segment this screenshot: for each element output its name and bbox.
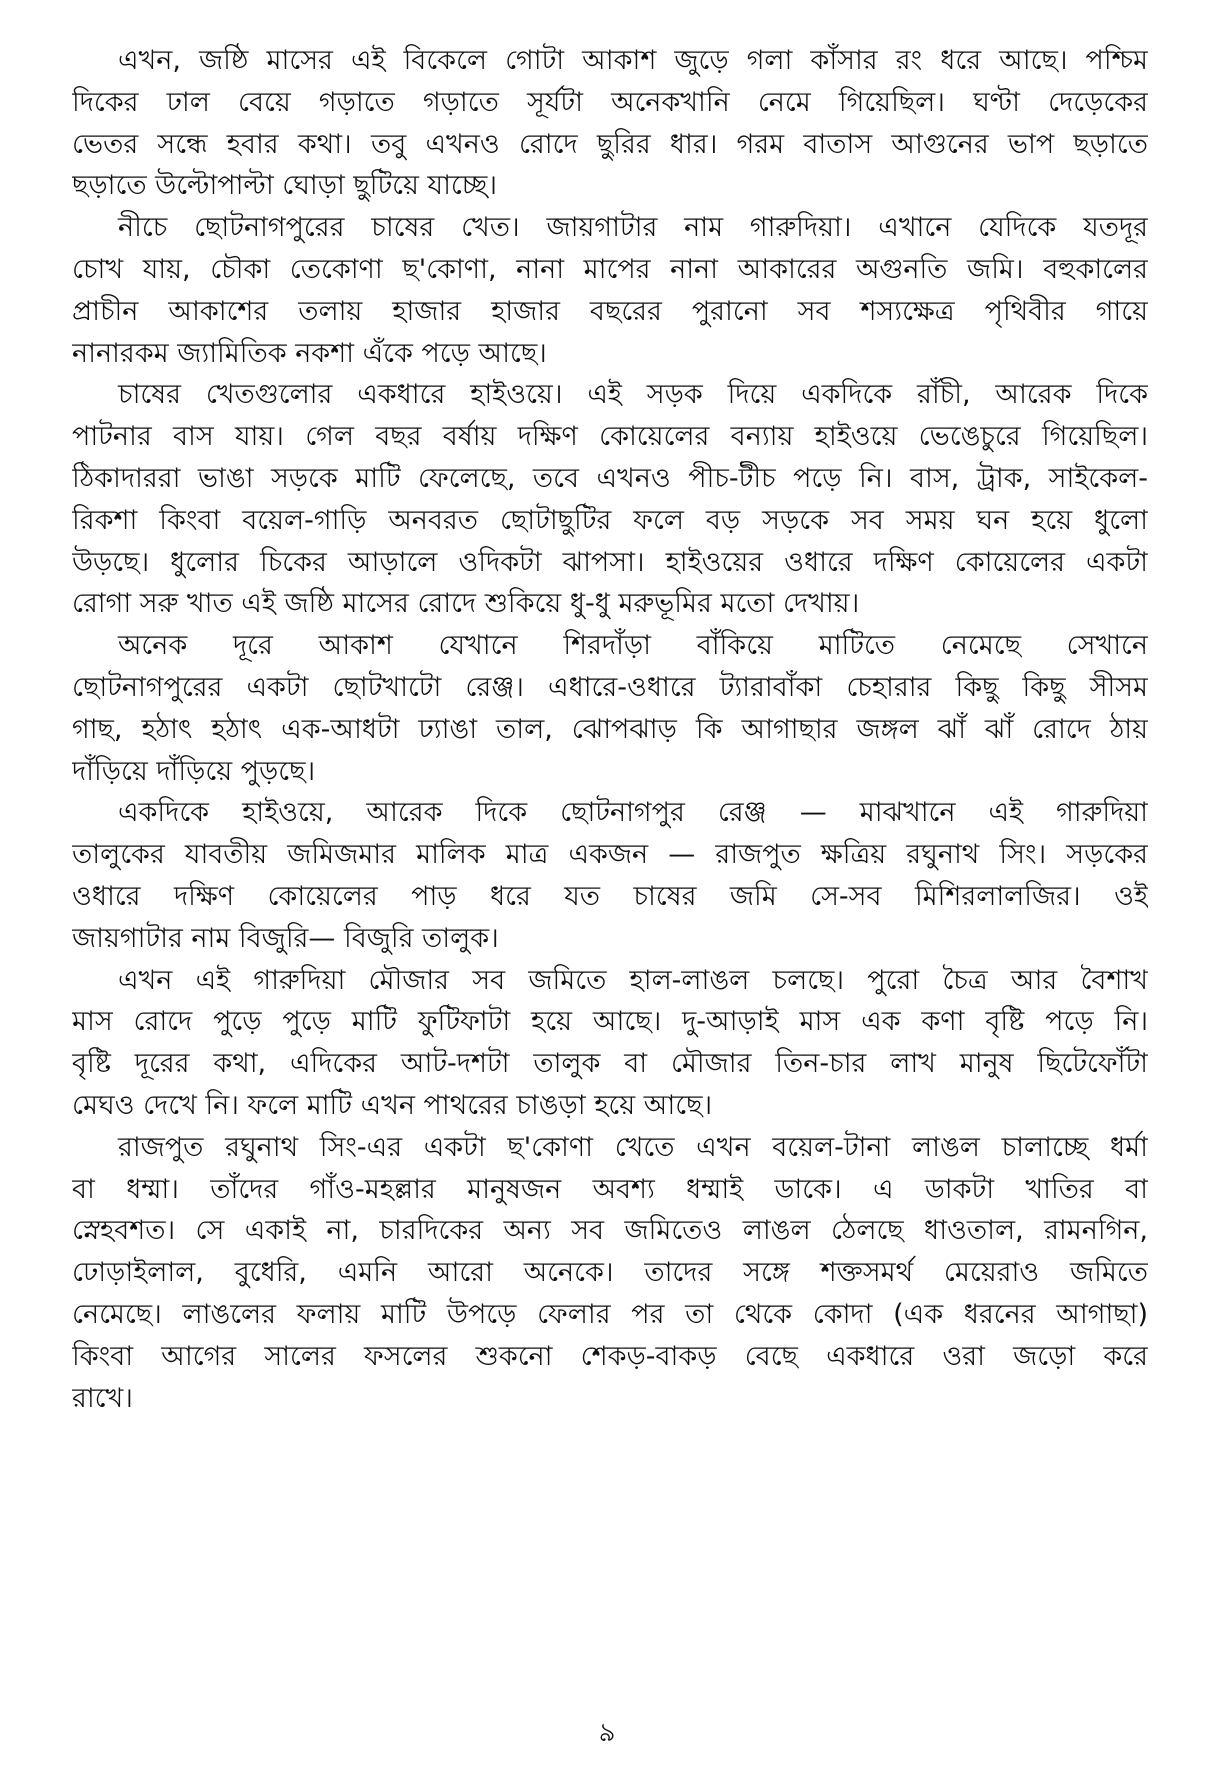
text-line: অনেক দূরে আকাশ যেখানে শিরদাঁড়া বাঁকিয়ে মাটিতে নেমেছে সেখানে	[118, 630, 1148, 662]
text-line: রিকশা কিংবা বয়েল-গাড়ি অনবরত ছোটাছুটির ফলে বড় সড়কে সব সময় ঘন হয়ে ধুলো	[72, 504, 1148, 536]
text-line: এখন, জষ্ঠি মাসের এই বিকেলে গোটা আকাশ জুড়ে গলা কাঁসার রং ধরে আছে। পশ্চিম	[118, 45, 1148, 76]
text-line: কিংবা আগের সালের ফসলের শুকনো শেকড়-বাকড় বেছে একধারে ওরা জড়ো করে	[72, 1340, 1148, 1372]
text-line: পাটনার বাস যায়। গেল বছর বর্ষায় দক্ষিণ কোয়েলের বন্যায় হাইওয়ে ভেঙেচুরে গিয়েছিল।	[72, 421, 1148, 453]
text-line: দিকের ঢাল বেয়ে গড়াতে গড়াতে সূর্যটা অনেকখানি নেমে গিয়েছিল। ঘণ্টা দেড়েকের	[72, 86, 1148, 118]
text-line: নীচে ছোটনাগপুরের চাষের খেত। জায়গাটার নাম গারুদিয়া। এখানে যেদিকে যতদূর	[118, 212, 1148, 244]
text-line: উড়ছে। ধুলোর চিকের আড়ালে ওদিকটা ঝাপসা। হাইওয়ের ওধারে দক্ষিণ কোয়েলের একটা	[72, 546, 1148, 578]
text-line: ছড়াতে উল্টোপাল্টা ঘোড়া ছুটিয়ে যাচ্ছে।	[72, 170, 497, 202]
text-line: মাস রোদে পুড়ে পুড়ে মাটি ফুটিফাটা হয়ে আছে। দু-আড়াই মাস এক কণা বৃষ্টি পড়ে নি।	[72, 1006, 1148, 1038]
text-line: দাঁড়িয়ে দাঁড়িয়ে পুড়ছে।	[72, 755, 316, 787]
text-line: রাখে।	[72, 1382, 133, 1414]
paragraph	[72, 625, 1148, 792]
text-line: ভেতর সন্ধে হবার কথা। তবু এখনও রোদে ছুরির ধার। গরম বাতাস আগুনের ভাপ ছড়াতে	[72, 128, 1148, 160]
text-line: চোখ যায়, চৌকা তেকোণা ছ'কোণা, নানা মাপের নানা আকারের অগুনতি জমি। বহুকালের	[72, 253, 1148, 285]
text-line: নেমেছে। লাঙলের ফলায় মাটি উপড়ে ফেলার পর তা থেকে কোদা (এক ধরনের আগাছা)	[72, 1298, 1148, 1330]
text-line: প্রাচীন আকাশের তলায় হাজার হাজার বছরের পুরানো সব শস্যক্ষেত্র পৃথিবীর গায়ে	[72, 295, 1148, 327]
paragraph	[72, 960, 1148, 1127]
paragraph	[72, 1127, 1148, 1420]
paragraph	[72, 40, 1148, 207]
text-line: রাজপুত রঘুনাথ সিং-এর একটা ছ'কোণা খেতে এখন বয়েল-টানা লাঙল চালাচ্ছে ধর্মা	[118, 1131, 1148, 1163]
text-line: জায়গাটার নাম বিজুরি— বিজুরি তালুক।	[72, 922, 499, 954]
text-line: চাষের খেতগুলোর একধারে হাইওয়ে। এই সড়ক দিয়ে একদিকে রাঁচী, আরেক দিকে	[118, 379, 1148, 411]
text-line: বৃষ্টি দূরের কথা, এদিকের আট-দশটা তালুক বা মৌজার তিন-চার লাখ মানুষ ছিটেফোঁটা	[72, 1048, 1148, 1080]
text-line: তালুকের যাবতীয় জমিজমার মালিক মাত্র একজন — রাজপুত ক্ষত্রিয় রঘুনাথ সিং। সড়কের	[72, 839, 1148, 871]
text-line: বা ধম্মা। তাঁদের গাঁও-মহল্লার মানুষজন অবশ্য ধম্মাই ডাকে। এ ডাকটা খাতির বা	[72, 1173, 1148, 1205]
text-line: ঠিকাদাররা ভাঙা সড়কে মাটি ফেলেছে, তবে এখনও পীচ-টীচ পড়ে নি। বাস, ট্রাক, সাইকেল-	[72, 462, 1148, 494]
text-line: নানারকম জ্যামিতিক নকশা এঁকে পড়ে আছে।	[72, 337, 547, 369]
paragraph	[72, 374, 1148, 625]
page-number: ৯	[598, 1718, 616, 1748]
text-line: ঢোড়াইলাল, বুধেরি, এমনি আরো অনেকে। তাদের সঙ্গে শক্তসমর্থ মেয়েরাও জমিতে	[72, 1257, 1148, 1289]
text-line: ছোটনাগপুরের একটা ছোটখাটো রেঞ্জ। এধারে-ওধারে ট্যারাবাঁকা চেহারার কিছু কিছু সীসম	[72, 671, 1148, 703]
text-line: একদিকে হাইওয়ে, আরেক দিকে ছোটনাগপুর রেঞ্জ — মাঝখানে এই গারুদিয়া	[118, 797, 1148, 829]
page-body	[72, 40, 1148, 1419]
paragraph	[72, 792, 1148, 959]
paragraph	[72, 207, 1148, 374]
text-line: এখন এই গারুদিয়া মৌজার সব জমিতে হাল-লাঙল চলছে। পুরো চৈত্র আর বৈশাখ	[118, 964, 1148, 996]
text-line: স্নেহবশত। সে একাই না, চারদিকের অন্য সব জমিতেও লাঙল ঠেলছে ধাওতাল, রামনগিন,	[72, 1215, 1148, 1247]
text-line: গাছ, হঠাৎ হঠাৎ এক-আধটা ঢ্যাঙা তাল, ঝোপঝাড় কি আগাছার জঙ্গল ঝাঁ ঝাঁ রোদে ঠায়	[72, 713, 1148, 745]
text-line: মেঘও দেখে নি। ফলে মাটি এখন পাথরের চাঙড়া হয়ে আছে।	[72, 1089, 713, 1121]
text-line: রোগা সরু খাত এই জষ্ঠি মাসের রোদে শুকিয়ে ধু-ধু মরুভূমির মতো দেখায়।	[72, 588, 860, 620]
text-line: ওধারে দক্ষিণ কোয়েলের পাড় ধরে যত চাষের জমি সে-সব মিশিরলালজির। ওই	[72, 880, 1148, 912]
